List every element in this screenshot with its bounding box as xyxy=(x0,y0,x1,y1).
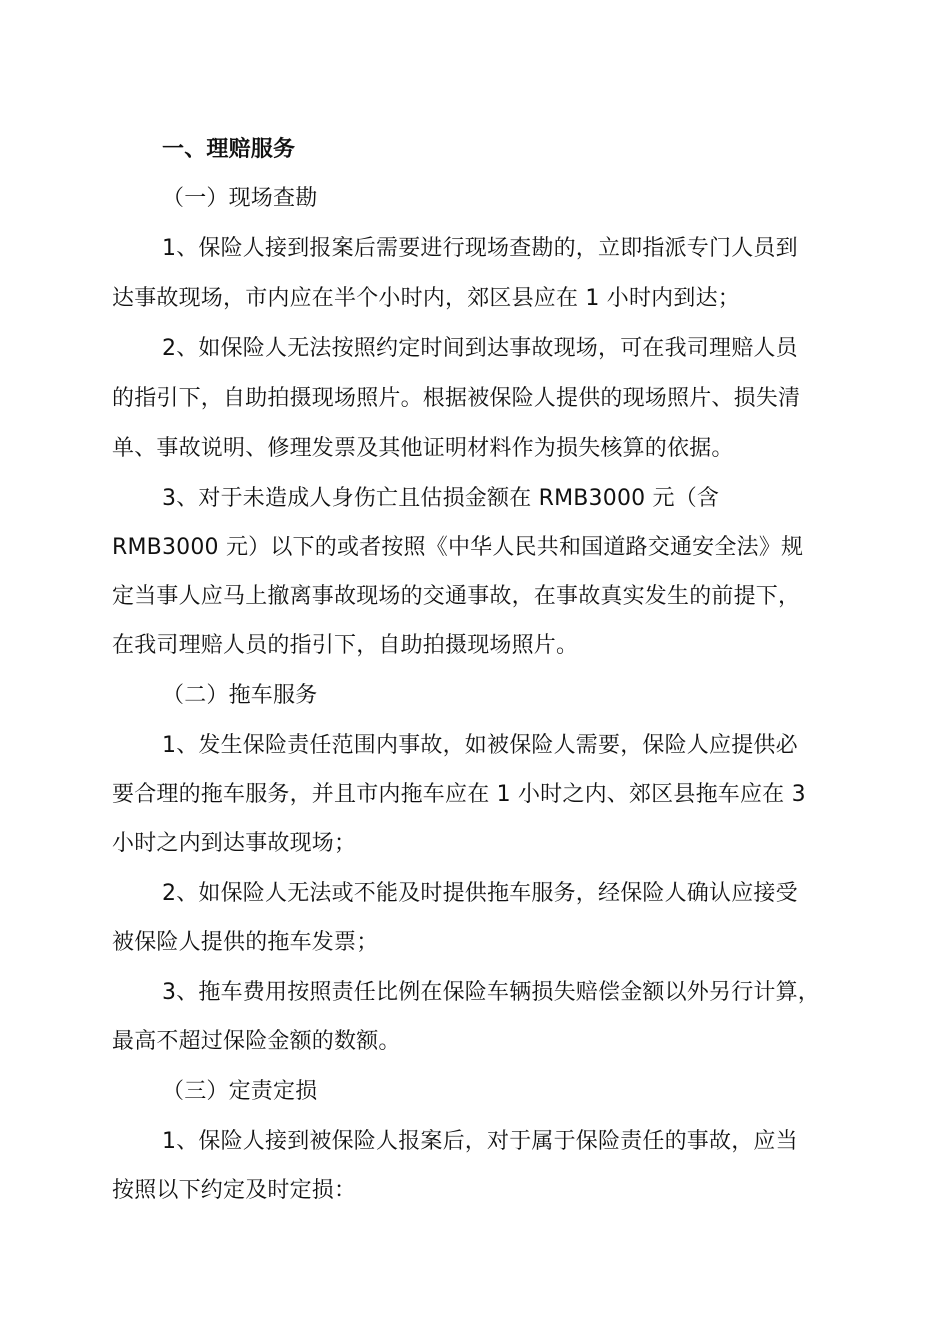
paragraph-line: 小时之内到达事故现场； xyxy=(112,831,357,856)
subsection-title-liability-assessment: （三）定责定损 xyxy=(162,1079,318,1104)
paragraph-line: 3、拖车费用按照责任比例在保险车辆损失赔偿金额以外另行计算， xyxy=(162,980,820,1005)
paragraph-line: 达事故现场，市内应在半个小时内，郊区县应在 1 小时内到达； xyxy=(112,286,740,311)
paragraph-line: 被保险人提供的拖车发票； xyxy=(112,930,379,955)
paragraph-line: 按照以下约定及时定损： xyxy=(112,1178,357,1203)
paragraph-line: RMB3000 元）以下的或者按照《中华人民共和国道路交通安全法》规 xyxy=(112,535,804,560)
subsection-title-onsite-survey: （一）现场查勘 xyxy=(162,186,318,211)
paragraph-line: 要合理的拖车服务，并且市内拖车应在 1 小时之内、郊区县拖车应在 3 xyxy=(112,782,806,807)
paragraph-line: 1、发生保险责任范围内事故，如被保险人需要，保险人应提供必 xyxy=(162,733,798,758)
subsection-title-towing-service: （二）拖车服务 xyxy=(162,683,318,708)
paragraph-line: 1、保险人接到报案后需要进行现场查勘的，立即指派专门人员到 xyxy=(162,236,798,261)
section-title: 一、理赔服务 xyxy=(162,137,296,162)
paragraph-line: 3、对于未造成人身伤亡且估损金额在 RMB3000 元（含 xyxy=(162,486,720,511)
paragraph-line: 定当事人应马上撤离事故现场的交通事故，在事故真实发生的前提下， xyxy=(112,584,801,609)
paragraph-line: 在我司理赔人员的指引下，自助拍摄现场照片。 xyxy=(112,633,579,658)
paragraph-line: 2、如保险人无法或不能及时提供拖车服务，经保险人确认应接受 xyxy=(162,881,798,906)
paragraph-line: 的指引下，自助拍摄现场照片。根据被保险人提供的现场照片、损失清 xyxy=(112,386,801,411)
paragraph-line: 单、事故说明、修理发票及其他证明材料作为损失核算的依据。 xyxy=(112,436,734,461)
paragraph-line: 2、如保险人无法按照约定时间到达事故现场，可在我司理赔人员 xyxy=(162,336,798,361)
paragraph-line: 1、保险人接到被保险人报案后，对于属于保险责任的事故，应当 xyxy=(162,1129,798,1154)
paragraph-line: 最高不超过保险金额的数额。 xyxy=(112,1029,401,1054)
